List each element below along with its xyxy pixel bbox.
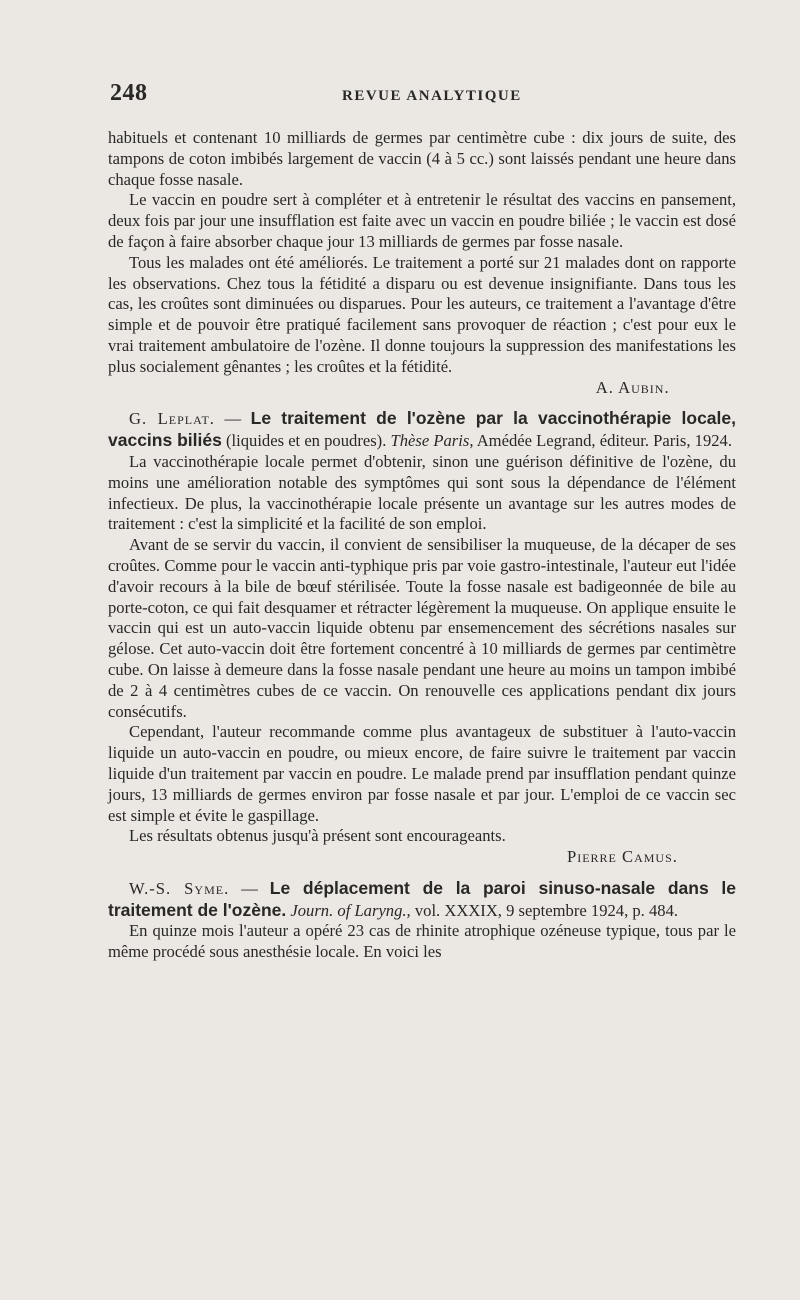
entry-dash: — — [214, 409, 251, 429]
review-entry-leplat — [108, 408, 736, 868]
page-header — [110, 80, 730, 110]
entry-title: Le déplacement de la paroi sinuso-nasale dans le traitement de l'ozène. — [108, 877, 736, 920]
entry-author: W.-S. Syme. — [129, 878, 230, 898]
review-entry-syme — [108, 878, 736, 963]
signature-text: A. Aubin. — [595, 377, 670, 397]
entry-source-rest: Amédée Legrand, éditeur. Paris, 1924. — [473, 431, 732, 451]
entry-dash: — — [229, 878, 270, 898]
entry-heading — [108, 878, 736, 922]
entry-author: G. Leplat. — [129, 409, 215, 429]
entry-source: Thèse Paris, — [390, 431, 474, 451]
paragraph-continuation: habituels et contenant 10 milliards de germes par centimètre cube : dix jours de suite, des tampons de coton imbibés largement de vaccin (4 à 5 cc.) sont laissés pendant une heure dans chaque fosse nasale. — [108, 128, 736, 189]
entry-source-rest: vol. XXXIX, 9 septembre 1924, p. 484. — [410, 900, 679, 920]
reviewer-signature — [108, 378, 736, 399]
entry-title: Le traitement de l'ozène par la vaccinothérapie locale, vaccins biliés — [108, 408, 736, 451]
paragraph: Le vaccin en poudre sert à compléter et à entretenir le résultat des vaccins en pansement, deux fois par jour une insufflation est faite avec un vaccin en poudre biliée ; le vaccin est dosé de façon à faire absorber chaque jour 13 milliards de germes par fosse nasale. — [108, 190, 736, 251]
running-head: REVUE ANALYTIQUE — [342, 88, 522, 104]
paragraph: En quinze mois l'auteur a opéré 23 cas de rhinite atrophique ozéneuse typique, tous par le même procédé sous anesthésie locale. En voici les — [108, 921, 736, 962]
paragraph: Avant de se servir du vaccin, il convient de sensibiliser la muqueuse, de la décaper de ses croûtes. Comme pour le vaccin anti-typhique pris par voie gastro-intestinale, l'auteur eut l'idée d'avoir recours à la bile de bœuf stérilisée. Toute la fosse nasale est badigeonnée de bile au porte-coton, ce qui fait desquamer et rétracter légèrement la muqueuse. On applique ensuite le vaccin qui est un auto-vaccin liquide obtenu par ensemencement des sécrétions nasales sur gélose. Cet auto-vaccin doit être fortement concentré à 10 milliards de germes par centimètre cube. On laisse à demeure dans la fosse nasale pendant une heure au moins un tampon imbibé de 2 à 4 centimètres cubes de ce vaccin. On renouvelle ces applications pendant dix jours consécutifs. — [108, 535, 736, 721]
entry-heading — [108, 408, 736, 452]
body-text — [108, 128, 736, 963]
paragraph: Tous les malades ont été améliorés. Le traitement a porté sur 21 malades dont on rapporte les observations. Chez tous la fétidité a disparu ou est devenue insignifiante. Dans tous les cas, les croûtes sont diminuées ou disparues. Pour les auteurs, ce traitement a l'avantage d'être simple et de pouvoir être pratiqué facilement sans provoquer de réaction ; c'est pour eux le vrai traitement ambulatoire de l'ozène. Il donne toujours la suppression des manifestations les plus socialement gênantes ; les croûtes et la fétidité. — [108, 252, 736, 376]
reviewer-signature — [108, 847, 736, 868]
entry-source: Journ. of Laryng., — [290, 900, 411, 920]
page-number: 248 — [110, 80, 148, 106]
paragraph: Cependant, l'auteur recommande comme plus avantageux de substituer à l'auto-vaccin liquide un auto-vaccin en poudre, ou mieux encore, de faire suivre le traitement par vaccin liquide d'un traitement par vaccin en poudre. Le malade prend par insufflation pendant quinze jours, 13 milliards de germes environ par fosse nasale et par jour. L'emploi de ce vaccin sec est simple et évite le gaspillage. — [108, 722, 736, 825]
signature-text: Pierre Camus. — [566, 847, 678, 867]
paragraph: Les résultats obtenus jusqu'à présent sont encourageants. — [129, 826, 506, 846]
entry-title-tail: (liquides et en poudres). — [221, 431, 391, 451]
paragraph: La vaccinothérapie locale permet d'obtenir, sinon une guérison définitive de l'ozène, du moins une amélioration notable des symptômes qui sont sous la dépendance de l'élément infectieux. De plus, la vaccinothérapie locale présente un avantage sur les autres modes de traitement : c'est la simplicité et la facilité de son emploi. — [108, 451, 736, 534]
